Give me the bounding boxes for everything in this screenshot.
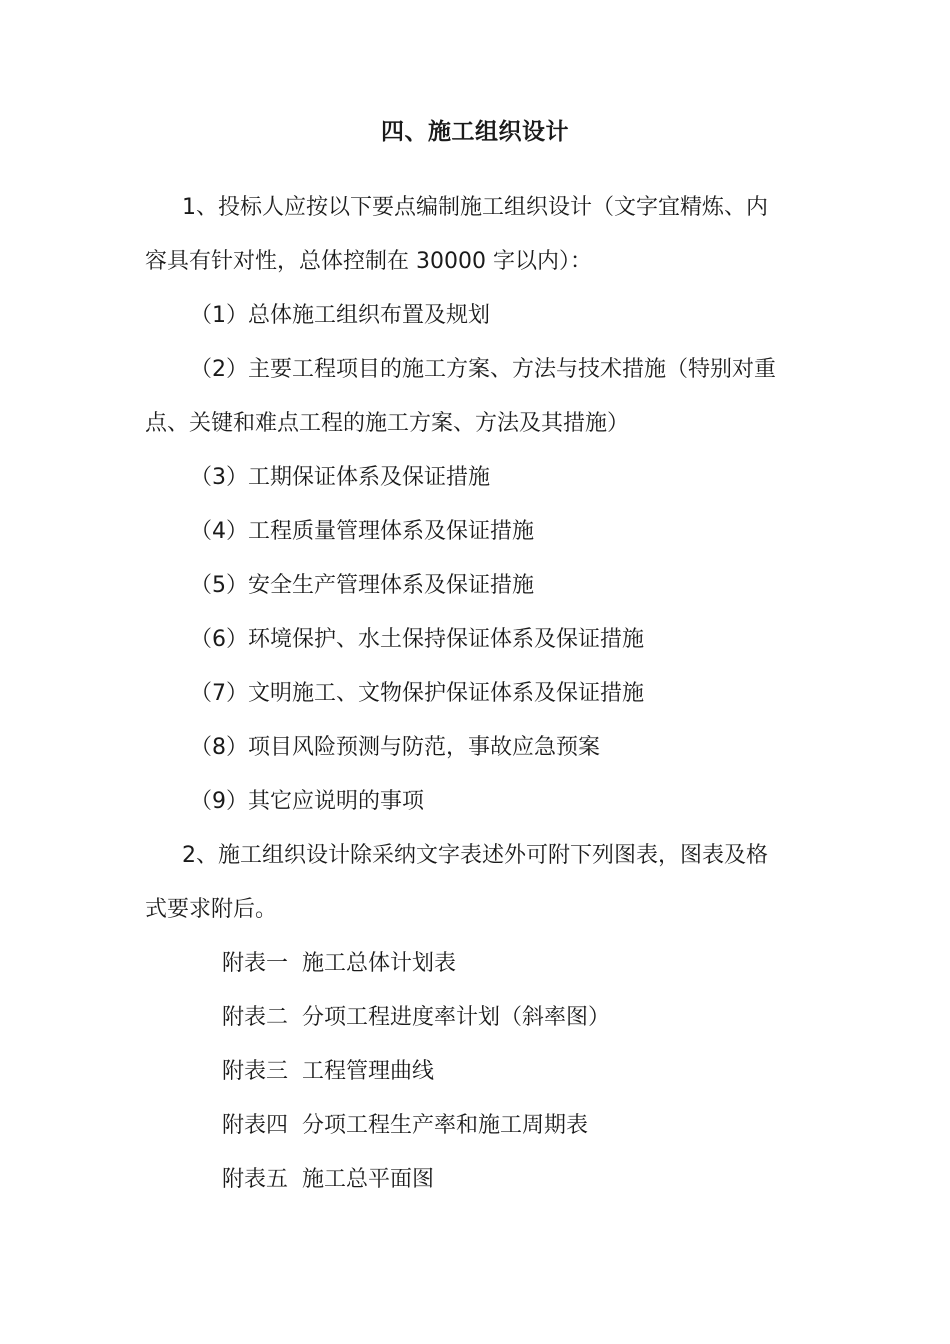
list-item-2-line-1: （2）主要工程项目的施工方案、方法与技术措施（特别对重	[190, 357, 776, 382]
paragraph-1-line-2: 容具有针对性，总体控制在 30000 字以内）：	[145, 249, 592, 274]
appendix-code: 附表一	[222, 951, 289, 976]
list-item-9: （9）其它应说明的事项	[190, 789, 424, 814]
list-item-1: （1）总体施工组织布置及规划	[190, 303, 490, 328]
paragraph-2-line-2: 式要求附后。	[145, 897, 278, 922]
appendix-name: 施工总平面图	[302, 1167, 435, 1192]
list-item-5: （5）安全生产管理体系及保证措施	[190, 573, 534, 598]
paragraph-2-line-1: 2、施工组织设计除采纳文字表述外可附下列图表，图表及格	[182, 843, 768, 868]
appendix-code: 附表二	[222, 1005, 289, 1030]
list-item-7: （7）文明施工、文物保护保证体系及保证措施	[190, 681, 644, 706]
list-item-8: （8）项目风险预测与防范，事故应急预案	[190, 735, 600, 760]
section-title: 四、施工组织设计	[381, 119, 569, 145]
list-item-4: （4）工程质量管理体系及保证措施	[190, 519, 534, 544]
list-item-3: （3）工期保证体系及保证措施	[190, 465, 490, 490]
appendix-name: 分项工程生产率和施工周期表	[302, 1113, 589, 1138]
appendix-code: 附表五	[222, 1167, 289, 1192]
paragraph-1-line-1: 1、投标人应按以下要点编制施工组织设计（文字宜精炼、内	[182, 195, 768, 220]
appendix-item-5	[145, 1153, 805, 1207]
appendix-item-3	[145, 1045, 805, 1099]
appendix-item-1	[145, 937, 805, 991]
appendix-name: 施工总体计划表	[302, 951, 457, 976]
document-body	[145, 181, 805, 1207]
appendix-name: 分项工程进度率计划（斜率图）	[302, 1005, 611, 1030]
list-item-2	[145, 343, 805, 451]
appendix-name: 工程管理曲线	[302, 1059, 435, 1084]
paragraph-2	[145, 829, 805, 937]
paragraph-1	[145, 181, 805, 289]
appendix-code: 附表三	[222, 1059, 289, 1084]
list-item-2-line-2: 点、关键和难点工程的施工方案、方法及其措施）	[145, 411, 630, 436]
appendix-item-4	[145, 1099, 805, 1153]
appendix-code: 附表四	[222, 1113, 289, 1138]
appendix-item-2	[145, 991, 805, 1045]
list-item-6: （6）环境保护、水土保持保证体系及保证措施	[190, 627, 644, 652]
